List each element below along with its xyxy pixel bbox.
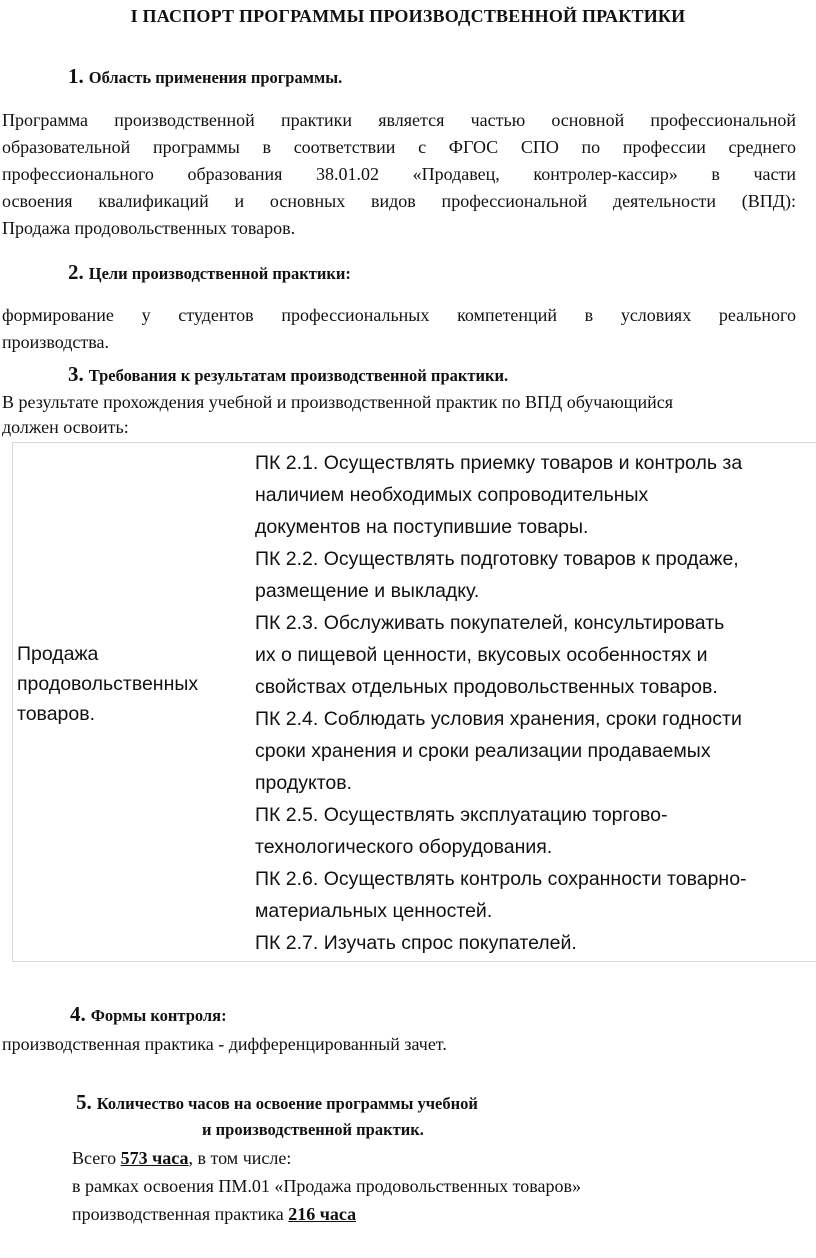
section-5-heading-text: Количество часов на освоение программы учебной: [96, 1094, 478, 1113]
competency-pk-2-6: [255, 863, 816, 927]
module-line: в рамках освоения ПМ.01 «Продажа продовольственных товаров»: [72, 1176, 582, 1196]
activity-line: Продажа: [17, 643, 99, 665]
competency-line: сроки хранения и сроки реализации продаваемых: [255, 740, 711, 762]
competency-line: материальных ценностей.: [255, 900, 493, 922]
section-1-number: 1.: [68, 64, 84, 88]
practice-prefix: производственная практика: [72, 1204, 289, 1224]
competency-pk-2-1: [255, 447, 816, 543]
section-5-number: 5.: [76, 1090, 92, 1114]
section-1-paragraph: [2, 107, 796, 242]
paragraph-line: образовательной программы в соответствии с ФГОС СПО по профессии среднего: [2, 137, 796, 157]
competency-line: размещение и выкладку.: [255, 580, 480, 602]
competency-line: ПК 2.2. Осуществлять подготовку товаров к продаже,: [255, 548, 739, 570]
competency-line: ПК 2.6. Осуществлять контроль сохранности товарно-: [255, 868, 747, 890]
competency-line: документов на поступившие товары.: [255, 516, 589, 538]
competency-line: ПК 2.4. Соблюдать условия хранения, сроки годности: [255, 708, 742, 730]
competency-pk-2-2: [255, 543, 816, 607]
activity-line: товаров.: [17, 703, 96, 725]
total-hours-value: 573 часа: [120, 1148, 189, 1168]
competency-line: продуктов.: [255, 772, 353, 794]
section-4-heading: [70, 1002, 227, 1027]
competency-line: наличием необходимых сопроводительных: [255, 484, 649, 506]
paragraph-line: освоения квалификаций и основных видов профессиональной деятельности (ВПД):: [2, 191, 796, 211]
section-2-heading-text: Цели производственной практики:: [88, 264, 351, 283]
paragraph-line: профессионального образования 38.01.02 «Продавец, контролер-кассир» в части: [2, 164, 796, 184]
section-3-number: 3.: [68, 362, 84, 386]
competency-line: технологического оборудования.: [255, 836, 553, 858]
competency-pk-2-7: [255, 927, 816, 959]
section-4-heading-text: Формы контроля:: [90, 1006, 227, 1025]
total-prefix: Всего: [72, 1148, 121, 1168]
competency-line: их о пищевой ценности, вкусовых особенностях и: [255, 644, 708, 666]
competency-line: свойствах отдельных продовольственных товаров.: [255, 676, 718, 698]
paragraph-line: формирование у студентов профессиональных компетенций в условиях реального: [2, 305, 796, 325]
competency-line: ПК 2.7. Изучать спрос покупателей.: [255, 932, 577, 954]
section-1-heading: [68, 64, 342, 89]
paragraph-line: должен освоить:: [2, 417, 129, 437]
section-4-text: производственная практика - дифференцированный зачет.: [2, 1034, 447, 1054]
section-3-paragraph: [2, 390, 802, 440]
total-suffix: , в том числе:: [188, 1148, 292, 1168]
activity-cell: [17, 639, 242, 729]
section-3-heading-text: Требования к результатам производственной практики.: [88, 366, 509, 385]
competency-line: ПК 2.1. Осуществлять приемку товаров и контроль за: [255, 452, 743, 474]
section-5-heading-line2: и производственной практик.: [202, 1120, 424, 1139]
paragraph-line: Программа производственной практики является частью основной профессиональной: [2, 110, 796, 130]
section-3-heading: [68, 362, 508, 387]
practice-hours-value: 216 часа: [288, 1204, 357, 1224]
competencies-cell: [255, 447, 816, 959]
total-hours-line: [72, 1146, 291, 1171]
competency-pk-2-5: [255, 799, 816, 863]
activity-line: продовольственных: [17, 673, 199, 695]
competency-line: ПК 2.5. Осуществлять эксплуатацию торгово-: [255, 804, 668, 826]
practice-hours-line: [72, 1202, 356, 1227]
paragraph-line: Продажа продовольственных товаров.: [2, 218, 296, 238]
paragraph-line: производства.: [2, 332, 109, 352]
section-5-heading: [76, 1090, 478, 1115]
competency-pk-2-4: [255, 703, 816, 799]
competency-table: [12, 442, 816, 962]
competency-line: ПК 2.3. Обслуживать покупателей, консультировать: [255, 612, 725, 634]
section-1-heading-text: Область применения программы.: [88, 68, 343, 87]
section-4-number: 4.: [70, 1002, 86, 1026]
section-2-paragraph: [2, 302, 796, 356]
competency-pk-2-3: [255, 607, 816, 703]
document-title: I ПАСПОРТ ПРОГРАММЫ ПРОИЗВОДСТВЕННОЙ ПРАКТИКИ: [130, 6, 686, 26]
section-2-number: 2.: [68, 260, 84, 284]
section-2-heading: [68, 260, 351, 285]
paragraph-line: В результате прохождения учебной и производственной практик по ВПД обучающийся: [2, 392, 674, 412]
